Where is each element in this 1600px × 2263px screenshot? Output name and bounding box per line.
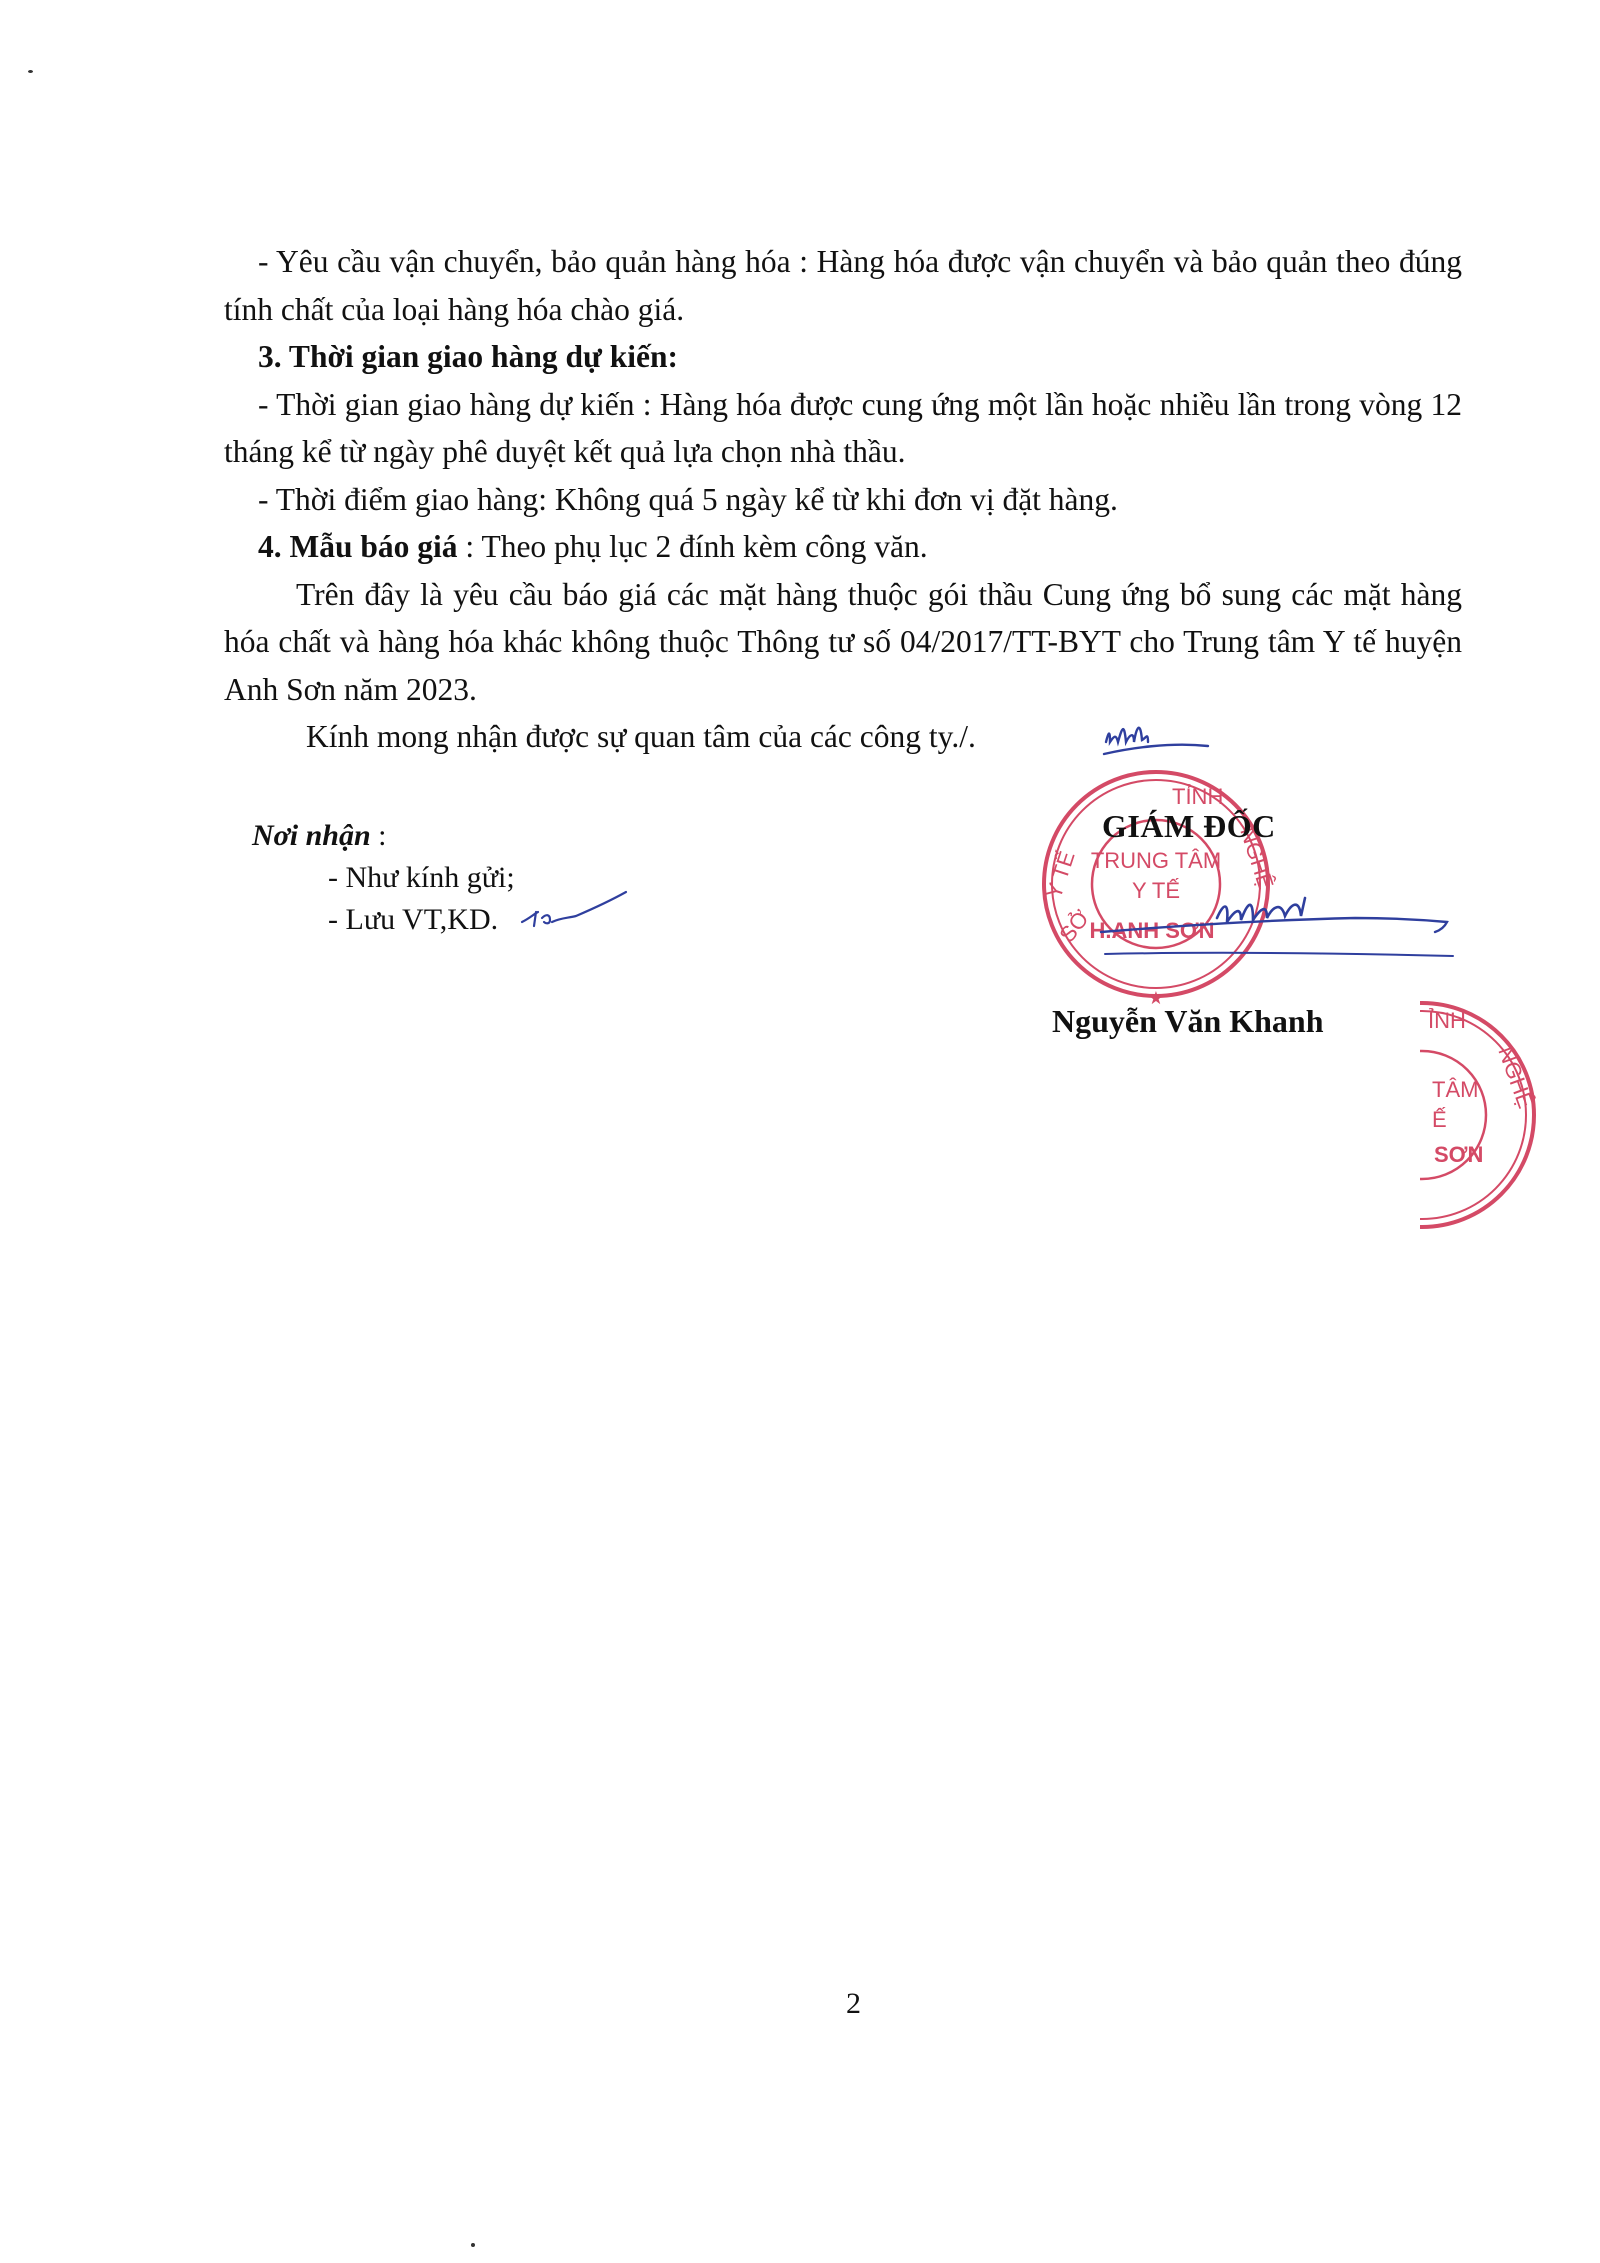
stamp-ring-top: TỈNH [1172,784,1224,809]
partial-stamp-ring-top: ỈNH [1428,1008,1466,1033]
transport-paragraph: - Yêu cầu vận chuyển, bảo quản hàng hóa : Hàng hóa được vận chuyển và bảo quản theo đúng tính chất của loại hàng hóa chào giá. [224,244,1462,327]
closing-paragraph: Trên đây là yêu cầu báo giá các mặt hàng thuộc gói thầu Cung ứng bổ sung các mặt hàng hóa chất và hàng hóa khác không thuộc Thông tư số 04/2017/TT-BYT cho Trung tâm Y tế huyện Anh Sơn năm 2023. [224,576,1462,707]
signer-title: GIÁM ĐỐC [1102,808,1276,844]
section-3-heading: 3. Thời gian giao hàng dự kiến: [258,339,679,374]
partial-stamp-ring-right: NGHỆ [1493,1043,1539,1112]
stamp-ring-bottom: SỞ [1054,905,1095,948]
recipient-item: - Như kính gửi; [328,861,515,894]
recipient-item: - Lưu VT,KD. [328,903,499,936]
recipients-title: Nơi nhận [252,819,371,852]
recipients-block [252,815,515,941]
initial-mark-lines [520,888,630,934]
section-4-heading: 4. Mẫu báo giá [258,529,458,564]
recipients-suffix: : [370,819,387,852]
letter-body [224,238,1462,761]
stamp-ring-right: NGHỆ [1235,823,1279,892]
section-4-paragraph [224,523,1462,571]
initial-mark-regards [1100,712,1212,768]
partial-stamp [1420,990,1600,1250]
stamp-star-icon: ★ [1147,988,1165,1009]
scan-speck [28,70,33,73]
partial-stamp-line: Ế [1432,1107,1447,1132]
page-number: 2 [846,1987,861,2020]
director-signature [1095,890,1460,972]
stamp-line: H.ANH SƠN [1089,918,1215,943]
partial-stamp-line: TÂM [1432,1077,1479,1102]
stamp-ring-left: Y TẾ [1040,848,1080,902]
stamp-line: Y TẾ [1131,878,1181,903]
regards-paragraph: Kính mong nhận được sự quan tâm của các công ty./. [306,719,976,754]
delivery-time-paragraph: - Thời gian giao hàng dự kiến : Hàng hóa được cung ứng một lần hoặc nhiều lần trong vòng 12 tháng kể từ ngày phê duyệt kết quả lựa chọn nhà thầu. [224,386,1462,469]
recipients-heading [252,815,515,857]
scan-speck [471,2243,475,2247]
stamp-line: TRUNG TÂM [1090,848,1222,873]
partial-stamp-line: SƠN [1434,1142,1484,1167]
signer-name: Nguyễn Văn Khanh [1052,1003,1324,1039]
section-4-text: : Theo phụ lục 2 đính kèm công văn. [457,529,928,564]
delivery-moment-paragraph: - Thời điểm giao hàng: Không quá 5 ngày kể từ khi đơn vị đặt hàng. [258,481,1118,517]
